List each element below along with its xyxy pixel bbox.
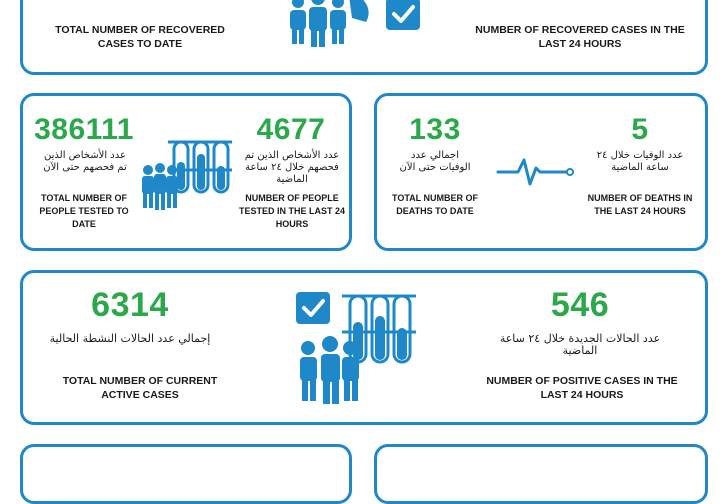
deaths-total-arabic: اجمالي عدد الوفيات حتى الآن xyxy=(399,150,471,173)
deaths-last24-label: NUMBER OF DEATHS IN THE LAST 24 HOURS xyxy=(587,193,693,216)
tests-last24-value: 4677 xyxy=(256,113,326,146)
bottom-left-card xyxy=(20,444,352,504)
tests-last24-arabic: عدد الأشخاص الذين تم فحصهم خلال ٢٤ ساعة الماضية xyxy=(244,150,340,185)
tests-last24-label: NUMBER OF PEOPLE TESTED IN THE LAST 24 HOURS xyxy=(238,193,345,229)
people-check-icon xyxy=(286,0,426,50)
deaths-total-label: TOTAL NUMBER OF DEATHS TO DATE xyxy=(392,193,478,216)
active-new-label: NUMBER OF POSITIVE CASES IN THE LAST 24 HOURS xyxy=(486,375,678,401)
recovered-total-label: TOTAL NUMBER OF RECOVERED CASES TO DATE xyxy=(55,24,225,50)
people-test-tubes-icon xyxy=(140,140,232,212)
tests-total-label: TOTAL NUMBER OF PEOPLE TESTED TO DATE xyxy=(39,193,129,229)
active-total-value: 6314 xyxy=(91,286,169,324)
active-total-label: TOTAL NUMBER OF CURRENT ACTIVE CASES xyxy=(62,375,218,401)
heartbeat-icon xyxy=(496,150,576,190)
active-new-arabic: عدد الحالات الجديدة خلال ٢٤ ساعة الماضية xyxy=(499,332,661,357)
recovered-last24-label: NUMBER OF RECOVERED CASES IN THE LAST 24 HOURS xyxy=(475,24,685,50)
active-total-arabic: إجمالي عدد الحالات النشطة الحالية xyxy=(49,332,211,345)
deaths-total-value: 133 xyxy=(409,113,461,146)
deaths-last24-value: 5 xyxy=(631,113,649,146)
tests-total-value: 386111 xyxy=(34,113,134,146)
check-test-tubes-people-icon xyxy=(296,288,416,406)
active-new-value: 546 xyxy=(550,286,610,324)
tests-total-arabic: عدد الأشخاص الذين تم فحصهم حتى الآن xyxy=(43,150,127,173)
bottom-right-card xyxy=(374,444,708,504)
deaths-last24-arabic: عدد الوفيات خلال ٢٤ ساعة الماضية xyxy=(596,150,684,173)
